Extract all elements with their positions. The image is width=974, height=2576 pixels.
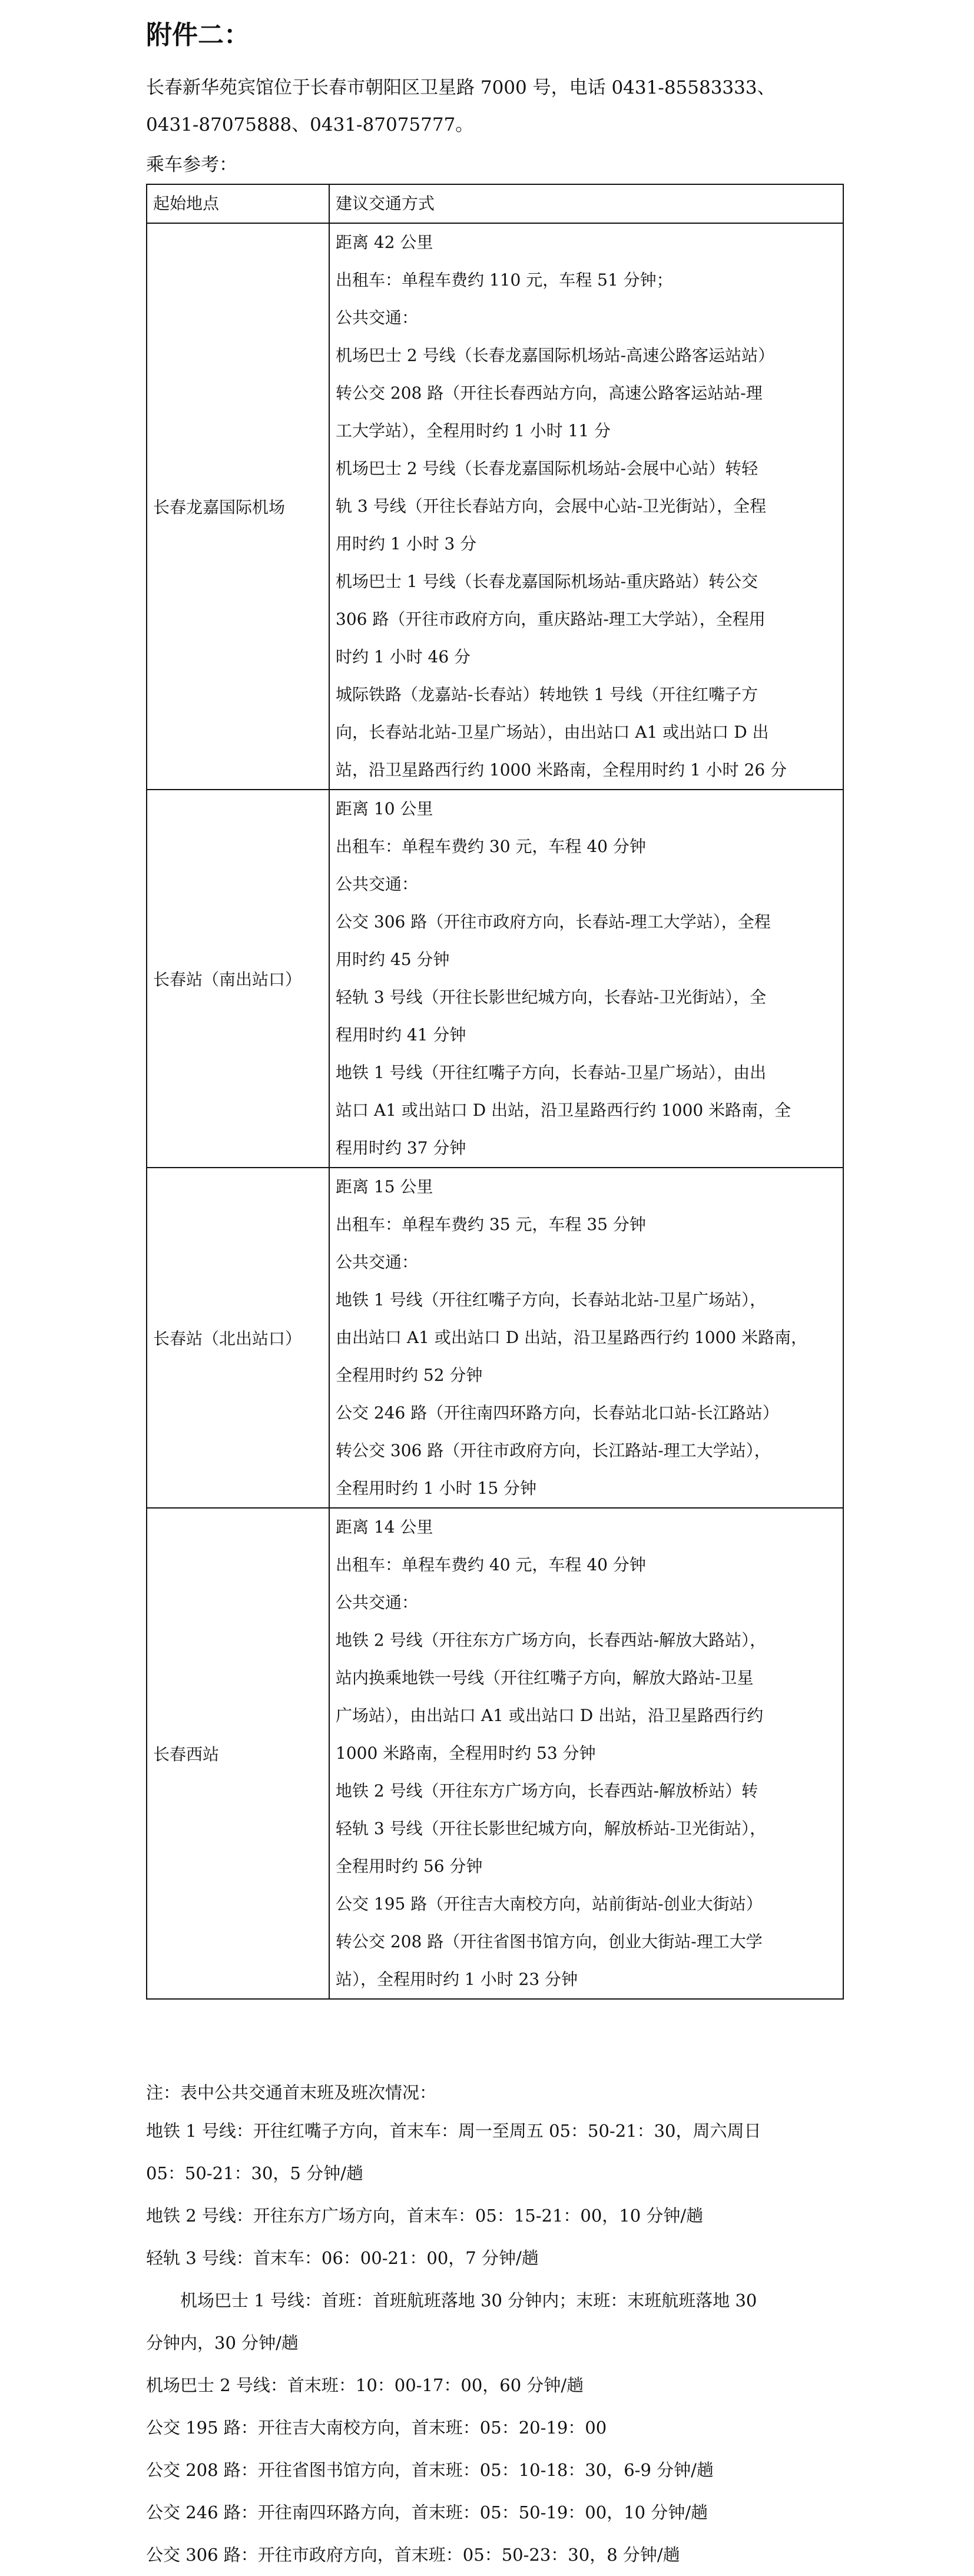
attachment-heading: 附件二： <box>146 20 250 50</box>
route-line: 全程用时约 56 分钟 <box>336 1856 483 1876</box>
route-line: 转公交 208 路（开往省图书馆方向，创业大街站-理工大学 <box>336 1932 763 1951</box>
route-line: 机场巴士 2 号线（长春龙嘉国际机场站-高速公路客运站站） <box>336 346 775 365</box>
route-line: 转公交 208 路（开往长春西站方向，高速公路客运站站-理 <box>336 383 763 403</box>
route-line: 工大学站），全程用时约 1 小时 11 分 <box>336 421 611 440</box>
route-details-cell <box>329 1168 843 1508</box>
route-line: 由出站口 A1 或出站口 D 出站，沿卫星路西行约 1000 米路南， <box>336 1328 808 1347</box>
route-line: 地铁 2 号线（开往东方广场方向，长春西站-解放桥站）转 <box>336 1781 758 1801</box>
note-line: 分钟内，30 分钟/趟 <box>146 2333 299 2353</box>
route-line: 306 路（开往市政府方向，重庆路站-理工大学站），全程用 <box>336 609 766 629</box>
note-line: 机场巴士 1 号线：首班：首班航班落地 30 分钟内；末班：末班航班落地 30 <box>146 2290 757 2310</box>
route-line: 用时约 45 分钟 <box>336 950 450 969</box>
origin-cell: 长春站（南出站口） <box>147 790 329 1168</box>
note-line: 地铁 2 号线：开往东方广场方向，首末车：05：15-21：00，10 分钟/趟 <box>146 2206 704 2226</box>
route-line: 距离 15 公里 <box>336 1177 433 1196</box>
notes-section <box>146 2076 844 2576</box>
route-line: 公交 306 路（开往市政府方向，长春站-理工大学站），全程 <box>336 912 771 931</box>
route-line: 公共交通： <box>336 308 419 327</box>
route-line: 转公交 306 路（开往市政府方向，长江路站-理工大学站）， <box>336 1441 771 1460</box>
note-line: 公交 306 路：开往市政府方向，首末班：05：50-23：30，8 分钟/趟 <box>146 2545 680 2565</box>
route-line: 时约 1 小时 46 分 <box>336 647 471 667</box>
transport-table <box>146 184 844 2000</box>
table-row <box>147 1508 843 1999</box>
table-label: 乘车参考： <box>146 154 237 175</box>
table-body <box>147 223 843 1999</box>
route-line: 站，沿卫星路西行约 1000 米路南，全程用时约 1 小时 26 分 <box>336 760 787 780</box>
route-line: 向，长春站北站-卫星广场站），由出站口 A1 或出站口 D 出 <box>336 722 769 742</box>
origin-cell: 长春龙嘉国际机场 <box>147 223 329 790</box>
route-details-cell <box>329 223 843 790</box>
route-line: 出租车：单程车费约 40 元，车程 40 分钟 <box>336 1555 646 1574</box>
note-line: 轻轨 3 号线：首末车：06：00-21：00，7 分钟/趟 <box>146 2248 539 2268</box>
route-line: 机场巴士 2 号线（长春龙嘉国际机场站-会展中心站）转轻 <box>336 459 758 478</box>
origin-cell: 长春站（北出站口） <box>147 1168 329 1508</box>
route-line: 距离 14 公里 <box>336 1517 433 1537</box>
route-line: 站口 A1 或出站口 D 出站，沿卫星路西行约 1000 米路南，全 <box>336 1100 791 1120</box>
route-line: 出租车：单程车费约 35 元，车程 35 分钟 <box>336 1215 646 1234</box>
note-line: 公交 246 路：开往南四环路方向，首末班：05：50-19：00，10 分钟/趟 <box>146 2502 708 2522</box>
route-line: 公交 195 路（开往吉大南校方向，站前街站-创业大街站） <box>336 1894 763 1914</box>
table-row <box>147 790 843 1168</box>
route-line: 机场巴士 1 号线（长春龙嘉国际机场站-重庆路站）转公交 <box>336 572 758 591</box>
route-line: 城际铁路（龙嘉站-长春站）转地铁 1 号线（开往红嘴子方 <box>336 685 758 704</box>
route-details-cell <box>329 790 843 1168</box>
route-line: 距离 10 公里 <box>336 799 433 818</box>
intro-line: 0431-87075888、0431-87075777。 <box>146 114 474 135</box>
route-line: 全程用时约 52 分钟 <box>336 1365 483 1385</box>
route-line: 轻轨 3 号线（开往长影世纪城方向，解放桥站-卫光街站）， <box>336 1819 767 1838</box>
route-line: 距离 42 公里 <box>336 233 433 252</box>
route-line: 轻轨 3 号线（开往长影世纪城方向，长春站-卫光街站），全 <box>336 987 767 1007</box>
route-line: 用时约 1 小时 3 分 <box>336 534 477 553</box>
route-line: 程用时约 41 分钟 <box>336 1025 466 1045</box>
hotel-intro <box>146 69 844 144</box>
route-line: 公共交通： <box>336 1252 419 1272</box>
route-line: 1000 米路南，全程用时约 53 分钟 <box>336 1743 596 1763</box>
route-line: 轨 3 号线（开往长春站方向，会展中心站-卫光街站），全程 <box>336 496 767 516</box>
route-details-cell <box>329 1508 843 1999</box>
route-line: 广场站），由出站口 A1 或出站口 D 出站，沿卫星路西行约 <box>336 1706 764 1725</box>
route-line: 站），全程用时约 1 小时 23 分钟 <box>336 1970 578 1989</box>
route-line: 程用时约 37 分钟 <box>336 1138 466 1158</box>
table-header-row <box>147 184 843 223</box>
table-row <box>147 1168 843 1508</box>
route-line: 公共交通： <box>336 874 419 894</box>
note-line: 地铁 1 号线：开往红嘴子方向，首末车：周一至周五 05：50-21：30，周六周日 <box>146 2121 761 2141</box>
route-line: 全程用时约 1 小时 15 分钟 <box>336 1478 537 1498</box>
route-line: 出租车：单程车费约 110 元，车程 51 分钟； <box>336 270 673 290</box>
route-line: 地铁 1 号线（开往红嘴子方向，长春站北站-卫星广场站）， <box>336 1290 767 1309</box>
notes-lines <box>146 2110 844 2576</box>
route-line: 公交 246 路（开往南四环路方向，长春站北口站-长江路站） <box>336 1403 779 1423</box>
header-route: 建议交通方式 <box>329 184 843 223</box>
note-line: 公交 195 路：开往吉大南校方向，首末班：05：20-19：00 <box>146 2418 607 2438</box>
intro-line: 长春新华苑宾馆位于长春市朝阳区卫星路 7000 号，电话 0431-85583333、 <box>146 77 776 98</box>
header-origin: 起始地点 <box>147 184 329 223</box>
route-line: 地铁 1 号线（开往红嘴子方向，长春站-卫星广场站），由出 <box>336 1063 767 1082</box>
route-line: 地铁 2 号线（开往东方广场方向，长春西站-解放大路站）， <box>336 1630 767 1650</box>
note-line: 机场巴士 2 号线：首末班：10：00-17：00，60 分钟/趟 <box>146 2375 584 2395</box>
route-line: 站内换乘地铁一号线（开往红嘴子方向，解放大路站-卫星 <box>336 1668 754 1688</box>
note-line: 公交 208 路：开往省图书馆方向，首末班：05：10-18：30，6-9 分钟/趟 <box>146 2460 714 2480</box>
route-line: 出租车：单程车费约 30 元，车程 40 分钟 <box>336 837 646 856</box>
origin-cell: 长春西站 <box>147 1508 329 1999</box>
table-row <box>147 223 843 790</box>
route-line: 公共交通： <box>336 1593 419 1612</box>
note-line: 05：50-21：30，5 分钟/趟 <box>146 2163 363 2183</box>
notes-title: 注：表中公共交通首末班及班次情况： <box>146 2083 437 2103</box>
